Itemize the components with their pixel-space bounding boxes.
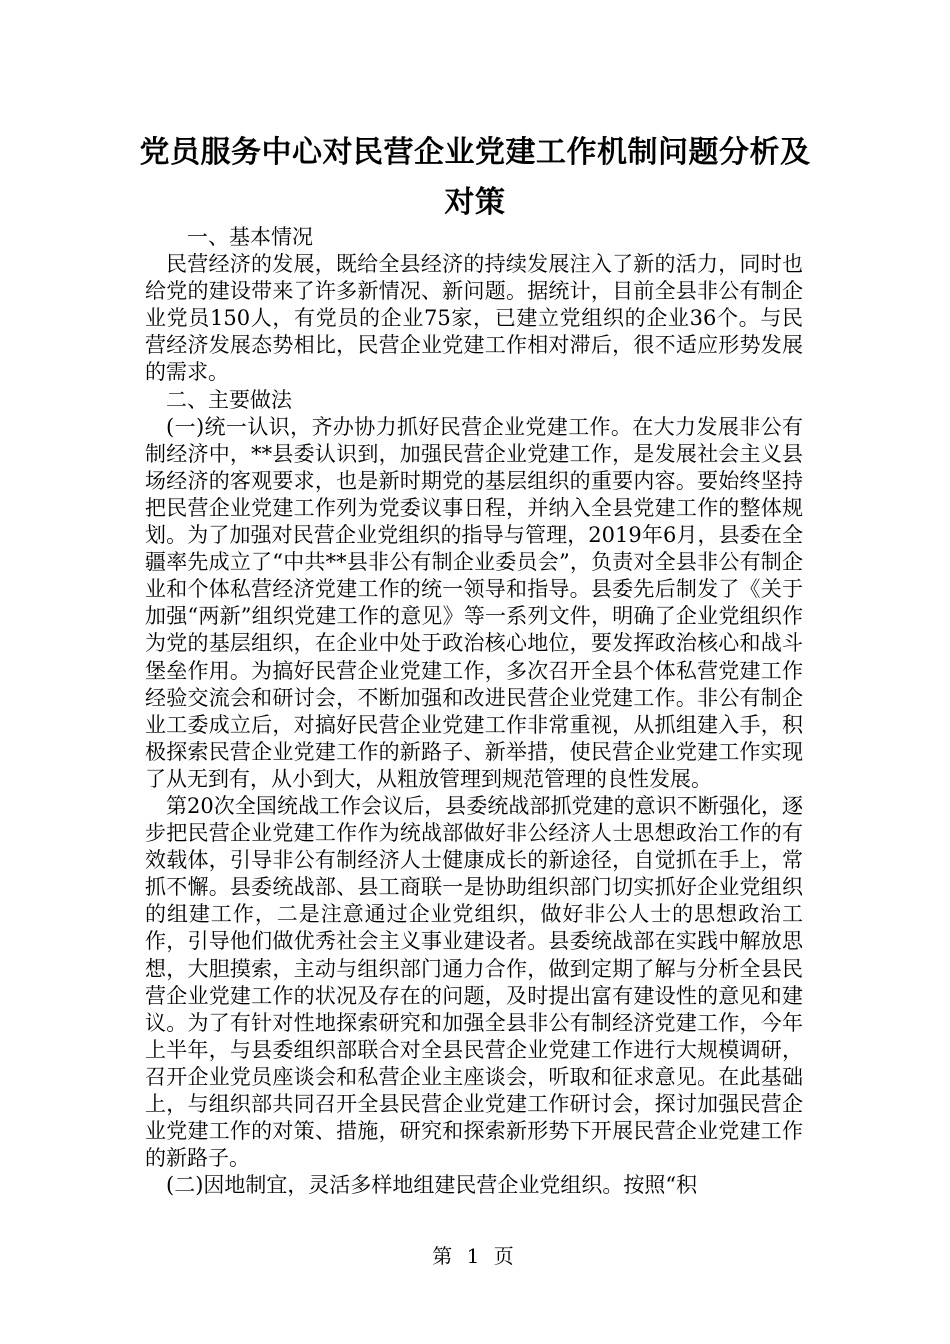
section-heading-basic: 一、基本情况 <box>187 225 313 249</box>
paragraph: 民营经济的发展，既给全县经济的持续发展注入了新的活力，同时也给党的建设带来了许多新情况、新问题。据统计，目前全县非公有制企业党员150人，有党员的企业75家，已建立党组织的企业36个。与民营经济发展态势相比，民营企业党建工作相对滞后，很不适应形势发展的需求。 <box>145 252 803 385</box>
document-title: 党员服务中心对民营企业党建工作机制问题分析及对策 <box>139 135 811 220</box>
section-heading-practices: 二、主要做法 <box>166 387 292 412</box>
paragraph: (二)因地制宜，灵活多样地组建民营企业党组织。按照“积 <box>166 1173 698 1198</box>
page-number: 第 1 页 <box>432 1244 518 1268</box>
paragraph: (一)统一认识，齐办协力抓好民营企业党建工作。在大力发展非公有制经济中，**县委认识到，加强民营企业党建工作，是发展社会主义县场经济的客观要求，也是新时期党的基层组织的重要内容。要始终坚持把民营企业党建工作列为党委议事日程，并纳入全县党建工作的整体规划。为了加强对民营企业党组织的指导与管理，2019年6月，县委在全疆率先成立了“中共**县非公有制企业委员会”，负责对全县非公有制企业和个体私营经济党建工作的统一领导和指导。县委先后制发了《关于加强“两新”组织党建工作的意见》等一系列文件，明确了企业党组织作为党的基层组织，在企业中处于政治核心地位，要发挥政治核心和战斗堡垒作用。为搞好民营企业党建工作，多次召开全县个体私营党建工作经验交流会和研讨会，不断加强和改进民营企业党建工作。非公有制企业工委成立后，对搞好民营企业党建工作非常重视，从抓组建入手，积极探索民营企业党建工作的新路子、新举措，使民营企业党建工作实现了从无到有，从小到大，从粗放管理到规范管理的良性发展。 <box>145 414 803 791</box>
document-body <box>145 224 803 1199</box>
paragraph: 第20次全国统战工作会议后，县委统战部抓党建的意识不断强化，逐步把民营企业党建工作作为统战部做好非公经济人士思想政治工作的有效载体，引导非公有制经济人士健康成长的新途径，自觉抓在手上，常抓不懈。县委统战部、县工商联一是协助组织部门切实抓好企业党组织的组建工作，二是注意通过企业党组织，做好非公人士的思想政治工作，引导他们做优秀社会主义事业建设者。县委统战部在实践中解放思想，大胆摸索，主动与组织部门通力合作，做到定期了解与分析全县民营企业党建工作的状况及存在的问题，及时提出富有建设性的意见和建议。为了有针对性地探索研究和加强全县非公有制经济党建工作，今年上半年，与县委组织部联合对全县民营企业党建工作进行大规模调研，召开企业党员座谈会和私营企业主座谈会，听取和征求意见。在此基础上，与组织部共同召开全县民营企业党建工作研讨会，探讨加强民营企业党建工作的对策、措施，研究和探索新形势下开展民营企业党建工作的新路子。 <box>145 793 803 1171</box>
